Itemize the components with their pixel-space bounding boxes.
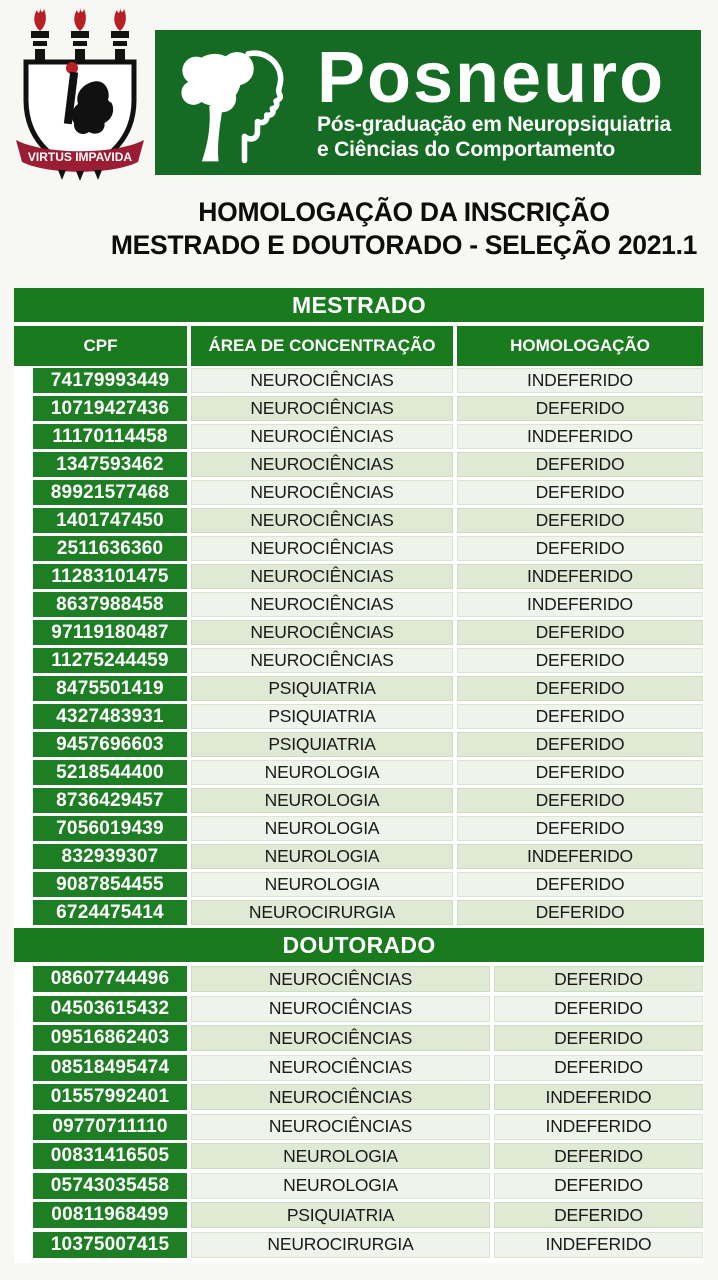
homologacao-cell: INDEFERIDO	[494, 1114, 703, 1140]
area-cell: NEUROCIÊNCIAS	[191, 536, 453, 561]
cpf-value: 09770711110	[33, 1114, 187, 1140]
table-row	[14, 966, 704, 992]
area-cell: PSIQUIATRIA	[191, 1202, 490, 1228]
page-title-line2: MESTRADO E DOUTORADO - SELEÇÃO 2021.1	[110, 230, 698, 260]
doutorado-rows	[14, 966, 704, 1258]
cpf-cell	[14, 872, 187, 897]
table-row	[14, 788, 704, 813]
table-row	[14, 816, 704, 841]
homologacao-cell: DEFERIDO	[457, 620, 703, 645]
cpf-cell	[14, 368, 187, 393]
homologacao-cell: DEFERIDO	[494, 1025, 703, 1051]
mestrado-section-header: MESTRADO	[14, 288, 704, 322]
table-row	[14, 1202, 704, 1228]
table-row	[14, 732, 704, 757]
area-cell: NEUROLOGIA	[191, 1143, 490, 1169]
homologacao-cell: DEFERIDO	[457, 452, 703, 477]
homologacao-cell: DEFERIDO	[457, 732, 703, 757]
cpf-cell	[14, 676, 187, 701]
tables	[14, 288, 704, 1263]
homologacao-cell: INDEFERIDO	[494, 1232, 703, 1258]
area-cell: NEUROLOGIA	[191, 844, 453, 869]
table-row	[14, 1055, 704, 1081]
cpf-cell	[14, 704, 187, 729]
homologacao-cell: DEFERIDO	[457, 648, 703, 673]
cpf-cell	[14, 648, 187, 673]
cpf-value: 2511636360	[33, 536, 187, 561]
area-cell: NEUROCIÊNCIAS	[191, 1114, 490, 1140]
cpf-cell	[14, 564, 187, 589]
area-cell: NEUROCIÊNCIAS	[191, 424, 453, 449]
homologacao-cell: DEFERIDO	[457, 480, 703, 505]
table-row	[14, 1232, 704, 1258]
area-cell: NEUROLOGIA	[191, 872, 453, 897]
cpf-value: 1347593462	[33, 452, 187, 477]
cpf-cell	[14, 1173, 187, 1199]
brand-subtitle-line2: e Ciências do Comportamento	[317, 137, 615, 161]
page-title	[90, 196, 718, 262]
cpf-value: 01557992401	[33, 1084, 187, 1110]
homologacao-cell: DEFERIDO	[457, 816, 703, 841]
area-cell: NEUROCIRURGIA	[191, 900, 453, 925]
cpf-cell	[14, 536, 187, 561]
homologacao-cell: DEFERIDO	[457, 704, 703, 729]
table-row	[14, 844, 704, 869]
cpf-value: 7056019439	[33, 816, 187, 841]
column-header-cpf: CPF	[14, 326, 187, 366]
table-row	[14, 396, 704, 421]
table-row	[14, 996, 704, 1022]
table-row	[14, 1025, 704, 1051]
homologacao-cell: DEFERIDO	[457, 900, 703, 925]
area-cell: NEUROCIÊNCIAS	[191, 1025, 490, 1051]
cpf-value: 04503615432	[33, 996, 187, 1022]
homologacao-cell: DEFERIDO	[494, 1143, 703, 1169]
cpf-cell	[14, 1055, 187, 1081]
cpf-value: 11170114458	[33, 424, 187, 449]
area-cell: NEUROCIÊNCIAS	[191, 396, 453, 421]
area-cell: NEUROCIÊNCIAS	[191, 368, 453, 393]
table-row	[14, 480, 704, 505]
cpf-value: 11275244459	[33, 648, 187, 673]
cpf-cell	[14, 1084, 187, 1110]
cpf-cell	[14, 452, 187, 477]
cpf-cell	[14, 424, 187, 449]
cpf-value: 11283101475	[33, 564, 187, 589]
cpf-cell	[14, 620, 187, 645]
column-header-homologacao: HOMOLOGAÇÃO	[457, 326, 703, 366]
cpf-value: 8736429457	[33, 788, 187, 813]
cpf-cell	[14, 1232, 187, 1258]
brand-name: Posneuro	[317, 37, 666, 118]
homologacao-cell: DEFERIDO	[494, 996, 703, 1022]
homologacao-cell: INDEFERIDO	[457, 368, 703, 393]
cpf-cell	[14, 900, 187, 925]
cpf-cell	[14, 1025, 187, 1051]
cpf-value: 00811968499	[33, 1202, 187, 1228]
homologacao-cell: INDEFERIDO	[457, 564, 703, 589]
cpf-value: 97119180487	[33, 620, 187, 645]
cpf-value: 8637988458	[33, 592, 187, 617]
area-cell: NEUROLOGIA	[191, 760, 453, 785]
table-row	[14, 1084, 704, 1110]
cpf-value: 00831416505	[33, 1143, 187, 1169]
torches-icon	[31, 8, 129, 61]
crest-points-icon	[58, 170, 102, 180]
cpf-cell	[14, 788, 187, 813]
cpf-value: 9087854455	[33, 872, 187, 897]
homologacao-cell: INDEFERIDO	[457, 424, 703, 449]
cpf-value: 08518495474	[33, 1055, 187, 1081]
cpf-cell	[14, 760, 187, 785]
page-title-line1: HOMOLOGAÇÃO DA INSCRIÇÃO	[198, 197, 610, 227]
cpf-value: 4327483931	[33, 704, 187, 729]
cpf-value: 10719427436	[33, 396, 187, 421]
area-cell: NEUROCIÊNCIAS	[191, 564, 453, 589]
homologacao-cell: DEFERIDO	[457, 676, 703, 701]
area-cell: NEUROCIÊNCIAS	[191, 966, 490, 992]
mestrado-column-headers	[14, 326, 704, 366]
cpf-cell	[14, 996, 187, 1022]
homologacao-cell: DEFERIDO	[457, 788, 703, 813]
cpf-cell	[14, 844, 187, 869]
cpf-value: 89921577468	[33, 480, 187, 505]
area-cell: NEUROCIÊNCIAS	[191, 1084, 490, 1110]
area-cell: NEUROCIÊNCIAS	[191, 508, 453, 533]
homologacao-cell: DEFERIDO	[457, 508, 703, 533]
area-cell: PSIQUIATRIA	[191, 732, 453, 757]
area-cell: NEUROCIÊNCIAS	[191, 452, 453, 477]
table-row	[14, 620, 704, 645]
cpf-value: 8475501419	[33, 676, 187, 701]
table-row	[14, 1173, 704, 1199]
cpf-value: 05743035458	[33, 1173, 187, 1199]
cpf-cell	[14, 816, 187, 841]
area-cell: NEUROLOGIA	[191, 788, 453, 813]
cpf-cell	[14, 1114, 187, 1140]
posneuro-banner	[155, 30, 701, 175]
cpf-cell	[14, 1202, 187, 1228]
homologacao-cell: DEFERIDO	[494, 1055, 703, 1081]
cpf-value: 832939307	[33, 844, 187, 869]
homologacao-cell: DEFERIDO	[494, 1202, 703, 1228]
table-row	[14, 452, 704, 477]
cpf-value: 1401747450	[33, 508, 187, 533]
cpf-cell	[14, 396, 187, 421]
table-row	[14, 872, 704, 897]
homologacao-cell: DEFERIDO	[457, 760, 703, 785]
area-cell: PSIQUIATRIA	[191, 704, 453, 729]
area-cell: NEUROLOGIA	[191, 1173, 490, 1199]
cpf-cell	[14, 1143, 187, 1169]
table-row	[14, 508, 704, 533]
table-row	[14, 592, 704, 617]
area-cell: NEUROCIÊNCIAS	[191, 480, 453, 505]
area-cell: NEUROLOGIA	[191, 816, 453, 841]
doutorado-section-header: DOUTORADO	[14, 928, 704, 962]
homologacao-cell: DEFERIDO	[457, 536, 703, 561]
area-cell: NEUROCIRURGIA	[191, 1232, 490, 1258]
homologacao-cell: INDEFERIDO	[457, 592, 703, 617]
area-cell: PSIQUIATRIA	[191, 676, 453, 701]
homologacao-cell: INDEFERIDO	[457, 844, 703, 869]
area-cell: NEUROCIÊNCIAS	[191, 1055, 490, 1081]
cpf-cell	[14, 480, 187, 505]
column-header-area: ÁREA DE CONCENTRAÇÃO	[191, 326, 453, 366]
homologacao-cell: INDEFERIDO	[494, 1084, 703, 1110]
table-row	[14, 424, 704, 449]
cpf-value: 6724475414	[33, 900, 187, 925]
banner-text	[317, 37, 671, 162]
table-row	[14, 564, 704, 589]
cpf-cell	[14, 592, 187, 617]
table-row	[14, 1114, 704, 1140]
cpf-cell	[14, 508, 187, 533]
crest-motto: VIRTUS IMPAVIDA	[27, 150, 133, 164]
cpf-value: 9457696603	[33, 732, 187, 757]
cpf-value: 5218544400	[33, 760, 187, 785]
homologacao-cell: DEFERIDO	[457, 872, 703, 897]
homologacao-cell: DEFERIDO	[494, 1173, 703, 1199]
mestrado-table	[14, 288, 704, 925]
cpf-cell	[14, 732, 187, 757]
table-row	[14, 760, 704, 785]
area-cell: NEUROCIÊNCIAS	[191, 620, 453, 645]
table-row	[14, 676, 704, 701]
table-row	[14, 368, 704, 393]
table-row	[14, 648, 704, 673]
doutorado-table	[14, 928, 704, 1258]
cpf-value: 08607744496	[33, 966, 187, 992]
area-cell: NEUROCIÊNCIAS	[191, 648, 453, 673]
homologacao-cell: DEFERIDO	[494, 966, 703, 992]
homologacao-cell: DEFERIDO	[457, 396, 703, 421]
head-tree-logo-icon	[167, 39, 309, 167]
table-row	[14, 900, 704, 925]
area-cell: NEUROCIÊNCIAS	[191, 592, 453, 617]
cpf-cell	[14, 966, 187, 992]
table-row	[14, 704, 704, 729]
brand-subtitle-line1: Pós-graduação em Neuropsiquiatria	[317, 112, 671, 136]
cpf-value: 09516862403	[33, 1025, 187, 1051]
cpf-value: 74179993449	[33, 368, 187, 393]
table-row	[14, 536, 704, 561]
ufpe-crest-logo	[12, 4, 148, 180]
cpf-value: 10375007415	[33, 1232, 187, 1258]
area-cell: NEUROCIÊNCIAS	[191, 996, 490, 1022]
table-row	[14, 1143, 704, 1169]
mestrado-rows	[14, 368, 704, 925]
